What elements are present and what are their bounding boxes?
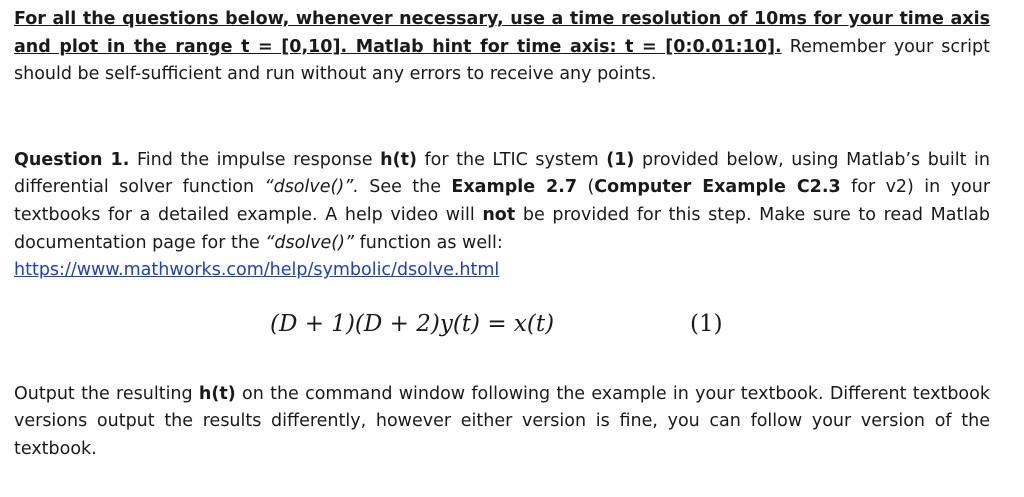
- output-text: on the command window following the example in your textbook. Different textbook versions output the results differently, however either version is fine, you can follow your version of the textbook.: [14, 383, 990, 459]
- document-page: [14, 6, 990, 464]
- dsolve-function-name: “dsolve()”: [265, 232, 354, 253]
- differential-equation: [270, 311, 554, 337]
- impulse-response-term: h(t): [380, 149, 417, 170]
- dsolve-documentation-link[interactable]: https://www.mathworks.com/help/symbolic/dsolve.html: [14, 260, 500, 281]
- question-1-label: Question 1.: [14, 149, 130, 170]
- question-1-text: Find the impulse response: [129, 149, 381, 170]
- equation-reference: (1): [606, 149, 635, 170]
- question-1-text: for v2) in your textbooks for a detailed example. A help video will: [14, 177, 991, 225]
- instructions-paragraph: [14, 6, 990, 89]
- not-emphasis: not: [482, 204, 516, 225]
- equation-row: [14, 307, 990, 347]
- equation-expression: (D + 1)(D + 2)y(t) = x(t): [270, 310, 555, 337]
- question-1-text: be provided for this step. Make sure to read Matlab documentation page for the: [14, 204, 991, 253]
- question-1-text: (: [577, 177, 595, 198]
- impulse-response-term: h(t): [198, 383, 236, 404]
- output-text: Output the resulting: [14, 383, 199, 404]
- computer-example-reference: Computer Example C2.3: [594, 177, 841, 198]
- instructions-text: Remember your script should be self-sufficient and run without any errors to receive any points.: [14, 36, 990, 85]
- output-paragraph: [14, 381, 990, 464]
- question-1-text: provided below, using Matlab’s built in differential solver function: [14, 149, 991, 198]
- instructions-emphasis: For all the questions below, whenever necessary, use a time resolution of 10ms for your time axis and plot in the range t = [0,10]. Matlab hint for time axis: t = [0:0.01:10].: [14, 9, 990, 57]
- question-1-paragraph: [14, 147, 990, 285]
- question-1-text: for the LTIC system: [416, 149, 607, 170]
- dsolve-function-name: “dsolve()”.: [264, 177, 359, 198]
- question-1-text: function as well:: [354, 232, 503, 253]
- example-reference: Example 2.7: [451, 177, 578, 198]
- question-1-text: See the: [358, 177, 452, 198]
- equation-number: (1): [690, 310, 723, 337]
